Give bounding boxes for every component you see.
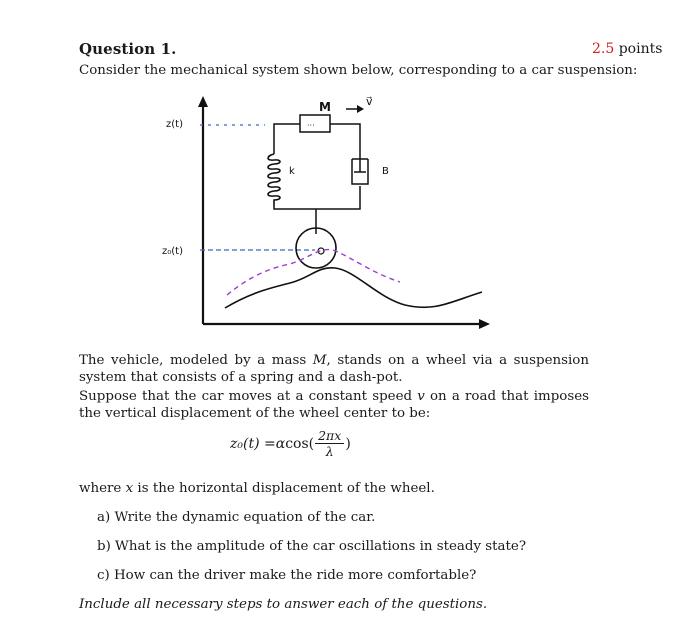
formula-alpha: α — [275, 435, 286, 452]
question-c: c) How can the driver make the ride more comfortable? — [97, 568, 477, 583]
points-value: 2.5 — [592, 41, 615, 57]
mass-dots: ··· — [307, 121, 315, 130]
mass-block — [300, 115, 330, 132]
where-text-a: where — [79, 481, 126, 496]
p1-text-b: , stands on a wheel via a suspension system that consists of a spring and a dash-pot. — [79, 353, 589, 385]
damper — [352, 159, 368, 184]
p2-text-b: on a road that imposes the vertical displacement of the wheel center to be: — [79, 389, 589, 421]
formula-cos: cos( — [285, 435, 315, 452]
suspension-diagram — [150, 88, 500, 333]
formula-fraction — [315, 428, 344, 459]
instructions-note: Include all necessary steps to answer each of the questions. — [79, 597, 488, 612]
mass-label: M — [319, 100, 331, 114]
p1-mass-symbol: M — [312, 353, 327, 368]
displacement-formula — [230, 428, 351, 459]
y-axis-arrow — [198, 96, 208, 107]
question-intro: Consider the mechanical system shown below, corresponding to a car suspension: — [79, 63, 638, 78]
points-label: points — [618, 41, 663, 57]
velocity-label: v⃗ — [366, 95, 373, 108]
axes — [203, 102, 486, 324]
vehicle-description — [79, 352, 589, 386]
motion-description — [79, 388, 589, 422]
formula-close: ) — [345, 435, 351, 452]
question-a: a) Write the dynamic equation of the car. — [97, 510, 376, 525]
where-clause — [79, 481, 435, 496]
suspension-frame — [274, 124, 360, 234]
p2-speed-symbol: v — [417, 389, 425, 404]
question-b: b) What is the amplitude of the car oscillations in steady state? — [97, 539, 527, 554]
p2-text-a: Suppose that the car moves at a constant speed — [79, 389, 418, 404]
p1-text-a: The vehicle, modeled by a mass — [79, 353, 313, 368]
damper-label: B — [382, 166, 389, 177]
where-x-symbol: x — [125, 481, 134, 496]
points-badge — [592, 41, 662, 57]
z-label: z(t) — [166, 119, 183, 130]
spring — [268, 154, 280, 206]
where-text-b: is the horizontal displacement of the wheel. — [133, 481, 435, 496]
velocity-arrowhead — [357, 105, 364, 113]
formula-lhs: z₀(t) = — [230, 435, 276, 452]
question-title: Question 1. — [79, 40, 177, 58]
road-profile — [225, 268, 482, 308]
z0-label: z₀(t) — [162, 246, 183, 257]
x-axis-arrow — [479, 319, 490, 329]
spring-label: k — [289, 166, 295, 177]
formula-numerator: 2πx — [315, 428, 344, 444]
formula-denominator: λ — [325, 444, 334, 459]
